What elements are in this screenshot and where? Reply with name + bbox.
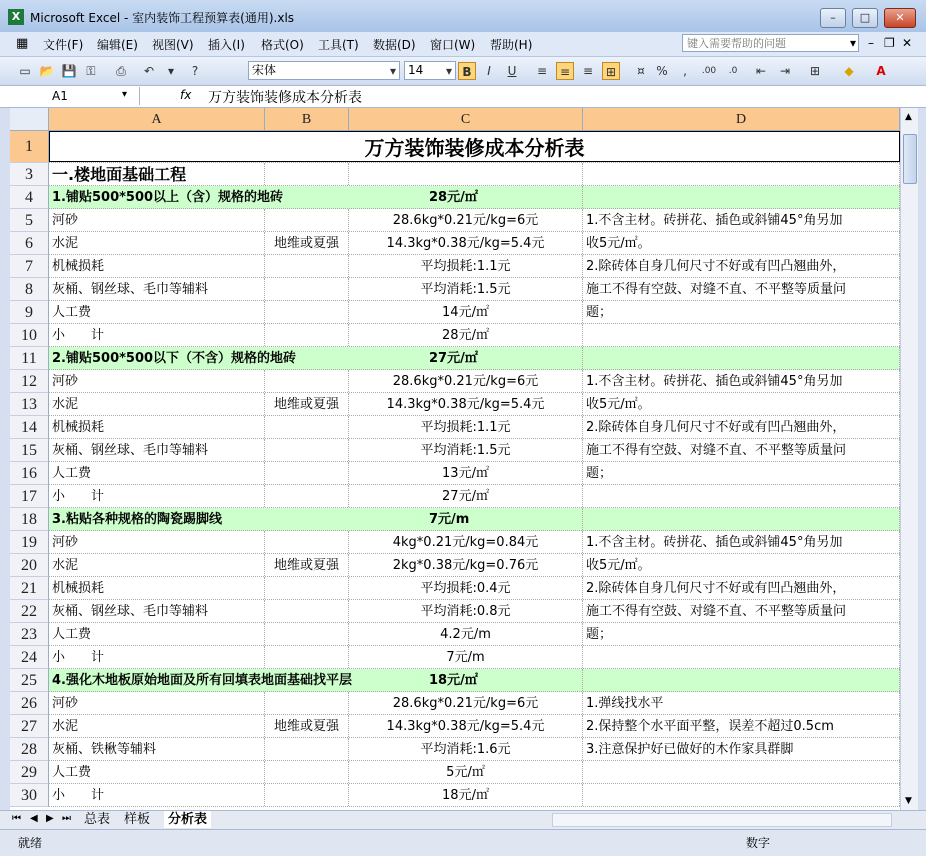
cell-a[interactable]: 机械损耗 (49, 577, 265, 599)
cell-a[interactable]: 机械损耗 (49, 416, 265, 438)
item-header-cell[interactable]: 1.铺贴500*500以上（含）规格的地砖 (52, 190, 284, 205)
formula-bar (0, 86, 926, 108)
sheet-tab-bar (0, 810, 926, 829)
doc-restore-icon[interactable]: ❐ (884, 36, 895, 50)
row-header[interactable]: 9 (10, 301, 49, 324)
table-row (49, 692, 900, 715)
table-row (49, 508, 900, 531)
new-file-icon[interactable]: ▭ (19, 64, 31, 78)
cell[interactable] (583, 508, 900, 530)
row-header[interactable]: 29 (10, 761, 49, 784)
percent-button[interactable]: % (656, 64, 668, 78)
fill-color-icon[interactable]: ◆ (844, 64, 854, 78)
table-row (49, 209, 900, 232)
cell-b[interactable] (265, 738, 349, 760)
cell[interactable] (583, 669, 900, 691)
table-row (49, 324, 900, 347)
print-icon[interactable]: ⎙ (116, 64, 126, 78)
cell-d[interactable]: 题； (583, 462, 900, 484)
row-header[interactable]: 4 (10, 186, 49, 209)
cell-c[interactable]: 2kg*0.38元/kg=0.76元 (349, 554, 583, 576)
cell-b[interactable] (265, 784, 349, 806)
align-center-icon[interactable]: ≡ (556, 62, 574, 80)
cell-d[interactable] (583, 324, 900, 346)
row-header[interactable]: 21 (10, 577, 49, 600)
row-header[interactable]: 17 (10, 485, 49, 508)
window-title: Microsoft Excel - 室内装饰工程预算表(通用).xls (30, 11, 295, 25)
first-sheet-icon[interactable]: ⏮ (12, 813, 21, 824)
cell-c[interactable]: 28元/㎡ (349, 324, 583, 346)
cell-b[interactable] (265, 577, 349, 599)
cell-d[interactable]: 施工不得有空鼓、对缝不直、不平整等质量问 (583, 439, 900, 461)
merge-center-icon[interactable]: ⊞ (602, 62, 620, 80)
row-header[interactable]: 13 (10, 393, 49, 416)
row-header[interactable]: 14 (10, 416, 49, 439)
cell-a[interactable]: 小 计 (49, 646, 265, 668)
table-row (49, 623, 900, 646)
cell-a[interactable]: 灰桶、钢丝球、毛巾等辅料 (49, 439, 265, 461)
table-row (49, 577, 900, 600)
workbook-menu-icon[interactable]: ▦ (16, 36, 29, 51)
help-icon[interactable]: ? (191, 64, 199, 78)
cell-b[interactable] (265, 324, 349, 346)
row-header[interactable]: 8 (10, 278, 49, 301)
name-box-dropdown-icon[interactable]: ▾ (122, 89, 128, 100)
cell-a[interactable]: 灰桶、钢丝球、毛巾等辅料 (49, 600, 265, 622)
decrease-indent-icon[interactable]: ⇤ (755, 64, 767, 78)
item-header-cell[interactable]: 4.强化木地板原始地面及所有回填表地面基础找平层 (52, 673, 352, 688)
menu-bar (0, 32, 926, 57)
italic-button[interactable]: I (487, 64, 491, 78)
cell-a[interactable]: 灰桶、钢丝球、毛巾等辅料 (49, 278, 265, 300)
table-row (49, 255, 900, 278)
cell[interactable] (265, 163, 349, 185)
help-search-input[interactable]: 键入需要帮助的问题 (682, 34, 859, 52)
cell-c[interactable]: 平均消耗:1.5元 (349, 439, 583, 461)
save-icon[interactable]: 💾 (61, 64, 77, 78)
open-folder-icon[interactable]: 📂 (39, 64, 55, 78)
font-size-select[interactable]: 14 (404, 61, 456, 80)
cell-d[interactable]: 收5元/㎡。 (583, 554, 900, 576)
increase-indent-icon[interactable]: ⇥ (779, 64, 791, 78)
cell[interactable] (583, 347, 900, 369)
cell-a[interactable]: 河砂 (49, 692, 265, 714)
cell-d[interactable]: 施工不得有空鼓、对缝不直、不平整等质量问 (583, 278, 900, 300)
row-header[interactable]: 7 (10, 255, 49, 278)
cell-b[interactable]: 地维或夏强 (265, 393, 349, 415)
cell-d[interactable]: 收5元/㎡。 (583, 232, 900, 254)
cell-a[interactable]: 水泥 (49, 232, 265, 254)
excel-icon: X (8, 9, 24, 25)
table-row (49, 347, 900, 370)
table-row (49, 393, 900, 416)
vertical-scroll-thumb[interactable] (903, 134, 917, 184)
cell-a[interactable]: 河砂 (49, 209, 265, 231)
row-header[interactable]: 1 (10, 131, 49, 163)
cell-a[interactable]: 机械损耗 (49, 255, 265, 277)
cell[interactable] (349, 163, 583, 185)
item-price-cell[interactable]: 7元/m (429, 508, 583, 530)
table-row (49, 439, 900, 462)
cell-b[interactable] (265, 531, 349, 553)
cell-d[interactable]: 2.除砖体自身几何尺寸不好或有凹凸翘曲外， (583, 577, 900, 599)
cell-c[interactable]: 7元/m (349, 646, 583, 668)
cell-d[interactable] (583, 761, 900, 783)
row-header[interactable]: 3 (10, 163, 49, 186)
cell-a[interactable]: 河砂 (49, 531, 265, 553)
sheet-tab-sample[interactable]: 样板 (124, 812, 151, 827)
row-header[interactable]: 11 (10, 347, 49, 370)
column-header-a[interactable]: A (49, 108, 265, 131)
cell-b[interactable]: 地维或夏强 (265, 232, 349, 254)
menu-help[interactable]: 帮助(H) (490, 38, 533, 52)
cell-b[interactable] (265, 416, 349, 438)
doc-minimize-icon[interactable]: – (868, 36, 874, 50)
decrease-decimal-icon[interactable]: .0 (728, 66, 738, 76)
row-header[interactable]: 15 (10, 439, 49, 462)
cell-d[interactable] (583, 784, 900, 806)
row-header[interactable]: 6 (10, 232, 49, 255)
table-row (49, 554, 900, 577)
cell-b[interactable]: 地维或夏强 (265, 554, 349, 576)
comma-button[interactable]: , (683, 64, 687, 78)
cell-d[interactable]: 1.不含主材。砖拼花、插色或斜铺45°角另加 (583, 531, 900, 553)
section-title-cell[interactable]: 一.楼地面基础工程 (49, 163, 265, 185)
menu-window[interactable]: 窗口(W) (430, 38, 476, 52)
permission-icon[interactable]: ⚿ (86, 64, 96, 78)
table-row (49, 485, 900, 508)
fx-icon[interactable]: fx (180, 88, 192, 102)
doc-close-icon[interactable]: ✕ (902, 36, 913, 50)
cell-a[interactable]: 人工费 (49, 761, 265, 783)
menu-data[interactable]: 数据(D) (373, 38, 416, 52)
cell-a[interactable]: 小 计 (49, 324, 265, 346)
cell-d[interactable] (583, 646, 900, 668)
scroll-up-icon[interactable]: ▲ (905, 112, 912, 122)
table-row (49, 531, 900, 554)
table-row (49, 600, 900, 623)
cell-d[interactable]: 收5元/㎡。 (583, 393, 900, 415)
table-row (49, 131, 900, 163)
select-all-corner[interactable] (10, 108, 49, 131)
bold-button[interactable]: B (458, 62, 476, 80)
cell-d[interactable] (583, 485, 900, 507)
cell-c[interactable]: 14.3kg*0.38元/kg=5.4元 (349, 232, 583, 254)
cell-b[interactable] (265, 370, 349, 392)
table-row (49, 784, 900, 807)
last-sheet-icon[interactable]: ⏭ (62, 813, 71, 824)
row-header[interactable]: 28 (10, 738, 49, 761)
underline-button[interactable]: U (507, 64, 517, 78)
cell-a[interactable]: 水泥 (49, 393, 265, 415)
cell-c[interactable]: 平均消耗:1.5元 (349, 278, 583, 300)
cell-c[interactable]: 27元/㎡ (349, 485, 583, 507)
cell-d[interactable]: 题； (583, 301, 900, 323)
font-size-dropdown-icon[interactable]: ▾ (445, 64, 453, 78)
table-row (49, 278, 900, 301)
row-header[interactable]: 12 (10, 370, 49, 393)
cell-b[interactable]: 地维或夏强 (265, 715, 349, 737)
table-row (49, 163, 900, 186)
cell-c[interactable]: 4.2元/m (349, 623, 583, 645)
row-header[interactable]: 10 (10, 324, 49, 347)
currency-icon[interactable]: ¤ (637, 64, 645, 78)
next-sheet-icon[interactable]: ▶ (46, 813, 54, 824)
cell-a[interactable]: 人工费 (49, 623, 265, 645)
row-header[interactable]: 19 (10, 531, 49, 554)
cell-d[interactable]: 1.不含主材。砖拼花、插色或斜铺45°角另加 (583, 370, 900, 392)
table-row (49, 738, 900, 761)
menu-view[interactable]: 视图(V) (152, 38, 194, 52)
row-header[interactable]: 23 (10, 623, 49, 646)
status-num-lock: 数字 (746, 836, 771, 850)
borders-icon[interactable]: ⊞ (809, 64, 821, 78)
row-header[interactable]: 27 (10, 715, 49, 738)
table-row (49, 761, 900, 784)
table-row (49, 646, 900, 669)
font-name-select[interactable]: 宋体 (248, 61, 400, 80)
row-header[interactable]: 30 (10, 784, 49, 807)
cell-c[interactable]: 14元/㎡ (349, 301, 583, 323)
table-row (49, 301, 900, 324)
name-box[interactable]: A1 (0, 87, 140, 105)
cell-b[interactable] (265, 301, 349, 323)
cell-b[interactable] (265, 278, 349, 300)
cell-c[interactable]: 平均损耗:1.1元 (349, 416, 583, 438)
undo-icon[interactable]: ↶ (143, 64, 155, 78)
formula-input[interactable]: 万方装饰装修成本分析表 (208, 90, 362, 106)
table-row (49, 416, 900, 439)
cell-b[interactable] (265, 209, 349, 231)
table-row (49, 186, 900, 209)
cell-d[interactable]: 题； (583, 623, 900, 645)
cell-d[interactable]: 2.除砖体自身几何尺寸不好或有凹凸翘曲外， (583, 255, 900, 277)
row-header[interactable]: 18 (10, 508, 49, 531)
item-price-cell[interactable]: 18元/㎡ (429, 669, 583, 691)
horizontal-scrollbar[interactable] (552, 813, 892, 827)
cell-a[interactable]: 水泥 (49, 554, 265, 576)
row-header[interactable]: 24 (10, 646, 49, 669)
cell[interactable] (583, 186, 900, 208)
cell-a[interactable]: 灰桶、铁楸等辅料 (49, 738, 265, 760)
help-dropdown-icon[interactable]: ▾ (850, 36, 857, 50)
cell-c[interactable]: 平均消耗:0.8元 (349, 600, 583, 622)
sheet-tab-analysis[interactable]: 分析表 (164, 811, 211, 828)
cell-b[interactable] (265, 761, 349, 783)
cell-d[interactable]: 2.除砖体自身几何尺寸不好或有凹凸翘曲外， (583, 416, 900, 438)
row-header[interactable]: 25 (10, 669, 49, 692)
sheet-title-cell[interactable]: 万方装饰装修成本分析表 (49, 131, 900, 162)
item-price-cell[interactable]: 28元/㎡ (429, 186, 583, 208)
column-header-d[interactable]: D (583, 108, 900, 131)
prev-sheet-icon[interactable]: ◀ (30, 813, 38, 824)
toolbar (0, 57, 926, 86)
cell-c[interactable]: 28.6kg*0.21元/kg=6元 (349, 370, 583, 392)
cell-c[interactable]: 28.6kg*0.21元/kg=6元 (349, 209, 583, 231)
align-right-icon[interactable]: ≡ (582, 64, 594, 78)
cell-b[interactable] (265, 485, 349, 507)
scroll-down-icon[interactable]: ▼ (905, 796, 912, 806)
cell[interactable] (583, 163, 900, 185)
cell-c[interactable]: 14.3kg*0.38元/kg=5.4元 (349, 715, 583, 737)
cell-b[interactable] (265, 692, 349, 714)
menu-file[interactable]: 文件(F) (43, 38, 84, 52)
menu-insert[interactable]: 插入(I) (208, 38, 245, 52)
increase-decimal-icon[interactable]: .00 (701, 66, 717, 76)
minimize-button[interactable]: – (820, 8, 846, 28)
spreadsheet-grid[interactable] (10, 108, 900, 810)
vertical-scrollbar[interactable] (900, 108, 918, 810)
cell-b[interactable] (265, 600, 349, 622)
row-header[interactable]: 20 (10, 554, 49, 577)
cell-d[interactable]: 1.弹线找水平 (583, 692, 900, 714)
cell-c[interactable]: 平均消耗:1.6元 (349, 738, 583, 760)
cell-a[interactable]: 小 计 (49, 485, 265, 507)
table-row (49, 462, 900, 485)
menu-format[interactable]: 格式(O) (261, 38, 304, 52)
item-header-cell[interactable]: 2.铺贴500*500以下（不含）规格的地砖 (52, 351, 297, 366)
cell-b[interactable] (265, 255, 349, 277)
item-price-cell[interactable]: 27元/㎡ (429, 347, 583, 369)
title-bar (0, 0, 926, 33)
cell-c[interactable]: 平均损耗:1.1元 (349, 255, 583, 277)
cell-c[interactable]: 14.3kg*0.38元/kg=5.4元 (349, 393, 583, 415)
row-header[interactable]: 5 (10, 209, 49, 232)
status-ready: 就绪 (18, 836, 43, 850)
font-color-icon[interactable]: A (876, 64, 886, 78)
table-row (49, 370, 900, 393)
font-name-dropdown-icon[interactable]: ▾ (389, 64, 397, 78)
status-bar (0, 829, 926, 856)
cell-b[interactable] (265, 439, 349, 461)
column-header-c[interactable]: C (349, 108, 583, 131)
cell-b[interactable] (265, 623, 349, 645)
cell-d[interactable]: 2.保持整个水平面平整，误差不超过0.5cm (583, 715, 900, 737)
cell-d[interactable]: 3.注意保护好已做好的木作家具群脚 (583, 738, 900, 760)
cell-d[interactable]: 施工不得有空鼓、对缝不直、不平整等质量问 (583, 600, 900, 622)
align-left-icon[interactable]: ≡ (536, 64, 548, 78)
row-header[interactable]: 16 (10, 462, 49, 485)
cell-c[interactable]: 18元/㎡ (349, 784, 583, 806)
column-header-b[interactable]: B (265, 108, 349, 131)
table-row (49, 715, 900, 738)
menu-edit[interactable]: 编辑(E) (97, 38, 138, 52)
sheet-tab-summary[interactable]: 总表 (84, 812, 111, 827)
cell-c[interactable]: 平均损耗:0.4元 (349, 577, 583, 599)
cell-b[interactable] (265, 646, 349, 668)
cell-a[interactable]: 小 计 (49, 784, 265, 806)
cell-a[interactable]: 人工费 (49, 462, 265, 484)
item-header-cell[interactable]: 3.粘贴各种规格的陶瓷踢脚线 (52, 512, 222, 527)
row-header[interactable]: 26 (10, 692, 49, 715)
close-button[interactable]: ✕ (884, 8, 916, 28)
cell-a[interactable]: 河砂 (49, 370, 265, 392)
undo-dropdown-icon[interactable]: ▾ (167, 64, 175, 78)
table-row (49, 669, 900, 692)
cell-a[interactable]: 人工费 (49, 301, 265, 323)
cell-c[interactable]: 4kg*0.21元/kg=0.84元 (349, 531, 583, 553)
row-header[interactable]: 22 (10, 600, 49, 623)
cell-c[interactable]: 13元/㎡ (349, 462, 583, 484)
cell-d[interactable]: 1.不含主材。砖拼花、插色或斜铺45°角另加 (583, 209, 900, 231)
cell-a[interactable]: 水泥 (49, 715, 265, 737)
table-row (49, 232, 900, 255)
cell-b[interactable] (265, 462, 349, 484)
cell-c[interactable]: 28.6kg*0.21元/kg=6元 (349, 692, 583, 714)
cell-c[interactable]: 5元/㎡ (349, 761, 583, 783)
maximize-button[interactable]: □ (852, 8, 878, 28)
menu-tools[interactable]: 工具(T) (318, 38, 359, 52)
